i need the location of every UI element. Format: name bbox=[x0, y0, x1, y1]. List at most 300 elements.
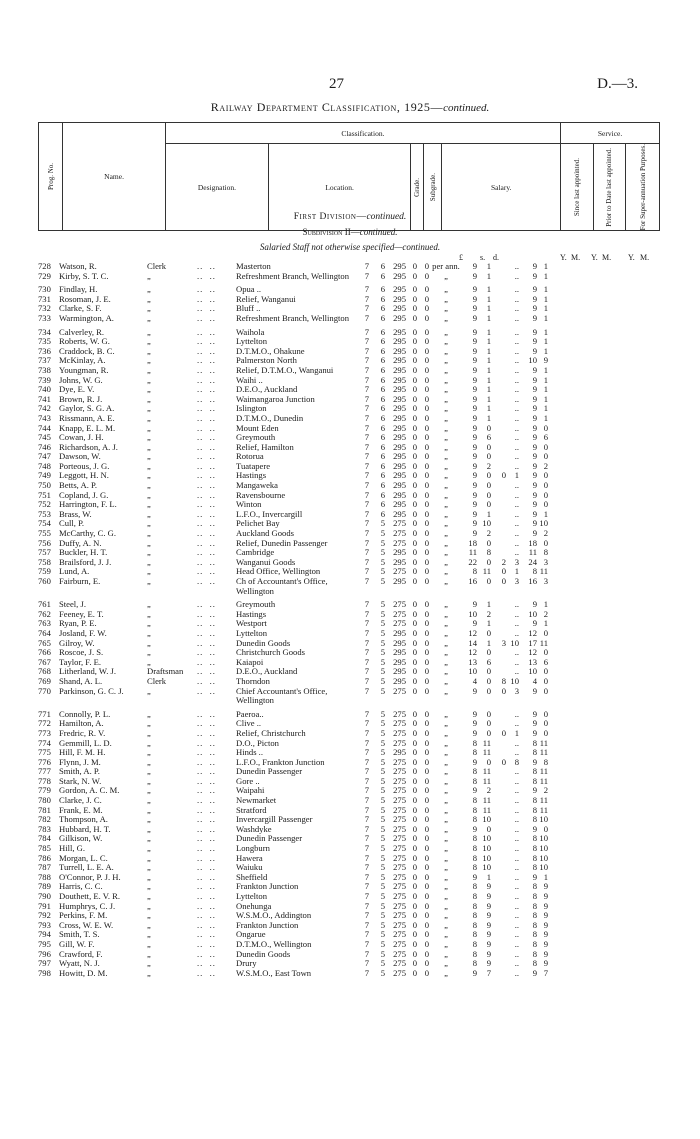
cell-no: 738 bbox=[38, 365, 51, 375]
cell-sg: 5 bbox=[380, 567, 385, 577]
cell-name: Steel, J. bbox=[59, 600, 86, 610]
cell-s: 0 bbox=[412, 609, 417, 619]
cell-sg: 6 bbox=[380, 442, 385, 452]
cell-desig: „ bbox=[147, 968, 151, 978]
cell-per: „ bbox=[444, 776, 448, 786]
cell-gr: 7 bbox=[364, 686, 369, 696]
cell-sal: 295 bbox=[393, 471, 406, 481]
cell-m2: .. bbox=[514, 824, 519, 834]
cell-sal: 275 bbox=[393, 567, 406, 577]
cell-sal: 295 bbox=[393, 262, 406, 271]
cell-loc: Greymouth bbox=[236, 433, 276, 443]
cell-y3: 8 bbox=[532, 882, 537, 892]
cell-y1: 8 bbox=[472, 949, 477, 959]
cell-desig: „ bbox=[147, 490, 151, 500]
cell-sal: 275 bbox=[393, 686, 406, 696]
cell-loc: W.S.M.O., East Town bbox=[236, 968, 312, 978]
cell-m3: 0 bbox=[543, 648, 548, 658]
cell-m1: 8 bbox=[486, 548, 491, 558]
cell-sg: 5 bbox=[380, 920, 385, 930]
cell-y1: 18 bbox=[468, 538, 477, 548]
cell-desig: „ bbox=[147, 930, 151, 940]
cell-m3: 1 bbox=[543, 337, 548, 347]
cell-sg: 5 bbox=[380, 776, 385, 786]
cell-y2 bbox=[491, 610, 506, 620]
cell-y3: 10 bbox=[528, 667, 537, 677]
cell-y2 bbox=[491, 529, 506, 539]
cell-m2: .. bbox=[514, 949, 519, 959]
cell-y3: 9 bbox=[532, 271, 537, 281]
leader-dots: .. .. bbox=[197, 844, 216, 854]
cell-loc: D.O., Picton bbox=[236, 738, 279, 748]
cell-m2: 3 bbox=[514, 686, 519, 696]
cell-m1: 10 bbox=[482, 844, 491, 854]
cell-s: 0 bbox=[412, 628, 417, 638]
cell-sal: 275 bbox=[393, 786, 406, 796]
cell-per: „ bbox=[444, 738, 448, 748]
cell-name: Gaylor, S. G. A. bbox=[59, 404, 115, 414]
cell-m1: 0 bbox=[486, 500, 491, 510]
unit-months-1: M. bbox=[571, 253, 581, 262]
cell-m1: 1 bbox=[486, 638, 491, 648]
cell-m3: 1 bbox=[543, 285, 548, 295]
cell-y1: 9 bbox=[472, 686, 477, 696]
cell-y2 bbox=[491, 930, 506, 940]
page-header bbox=[0, 76, 700, 96]
cell-no: 784 bbox=[38, 834, 51, 844]
cell-d: 0 bbox=[424, 815, 429, 825]
table-row bbox=[38, 347, 660, 357]
cell-y1: 8 bbox=[472, 796, 477, 806]
cell-m2: .. bbox=[514, 719, 519, 729]
leader-dots: .. .. bbox=[197, 442, 216, 452]
cell-d: 0 bbox=[424, 519, 429, 529]
cell-y3: 9 bbox=[532, 728, 537, 738]
cell-no: 735 bbox=[38, 337, 51, 347]
cell-m2: .. bbox=[514, 767, 519, 777]
cell-desig: „ bbox=[147, 548, 151, 558]
cell-gr: 7 bbox=[364, 901, 369, 911]
cell-s: 0 bbox=[412, 365, 417, 375]
cell-name: Gemmill, L. D. bbox=[59, 738, 112, 748]
leader-dots: .. .. bbox=[197, 757, 216, 767]
cell-y3: 10 bbox=[528, 609, 537, 619]
cell-d: 0 bbox=[424, 490, 429, 500]
cell-y1: 12 bbox=[468, 628, 477, 638]
cell-sal: 275 bbox=[393, 920, 406, 930]
cell-m1: 1 bbox=[486, 356, 491, 366]
cell-no: 781 bbox=[38, 805, 51, 815]
cell-loc: L.F.O., Frankton Junction bbox=[236, 757, 325, 767]
cell-sal: 275 bbox=[393, 805, 406, 815]
cell-y3: 9 bbox=[532, 471, 537, 481]
cell-no: 770 bbox=[38, 686, 51, 696]
cell-y1: 8 bbox=[472, 767, 477, 777]
cell-sal: 275 bbox=[393, 939, 406, 949]
cell-sg: 6 bbox=[380, 285, 385, 295]
cell-per: „ bbox=[444, 423, 448, 433]
cell-no: 756 bbox=[38, 538, 51, 548]
cell-per: „ bbox=[444, 949, 448, 959]
table-row bbox=[38, 295, 660, 305]
cell-y2 bbox=[491, 863, 506, 873]
cell-m1: 10 bbox=[482, 519, 491, 529]
cell-y2 bbox=[491, 452, 506, 462]
cell-desig: „ bbox=[147, 748, 151, 758]
cell-loc: Relief, D.T.M.O., Wanganui bbox=[236, 365, 334, 375]
cell-s: 0 bbox=[412, 805, 417, 815]
table-row bbox=[38, 748, 660, 758]
leader-dots: .. .. bbox=[197, 538, 216, 548]
cell-desig: „ bbox=[147, 394, 151, 404]
cell-y2: 3 bbox=[501, 638, 506, 648]
cell-name: Dawson, W. bbox=[59, 452, 101, 462]
cell-desig: „ bbox=[147, 709, 151, 719]
cell-m1: 1 bbox=[486, 394, 491, 404]
leader-dots: .. .. bbox=[197, 872, 216, 882]
cell-y1: 8 bbox=[472, 776, 477, 786]
cell-m1: 0 bbox=[486, 442, 491, 452]
cell-per: „ bbox=[444, 557, 448, 567]
cell-gr: 7 bbox=[364, 609, 369, 619]
cell-y3: 18 bbox=[528, 538, 537, 548]
cell-per: „ bbox=[444, 719, 448, 729]
cell-s: 0 bbox=[412, 757, 417, 767]
cell-y1: 9 bbox=[472, 313, 477, 323]
cell-sg: 6 bbox=[380, 346, 385, 356]
cell-y2 bbox=[491, 356, 506, 366]
cell-m3: 2 bbox=[543, 609, 548, 619]
cell-loc: Newmarket bbox=[236, 796, 277, 806]
cell-per: „ bbox=[444, 939, 448, 949]
cell-sal: 275 bbox=[393, 529, 406, 539]
cell-sg: 5 bbox=[380, 901, 385, 911]
cell-gr: 7 bbox=[364, 500, 369, 510]
cell-sg: 5 bbox=[380, 930, 385, 940]
cell-y1: 8 bbox=[472, 844, 477, 854]
cell-sal: 275 bbox=[393, 911, 406, 921]
cell-d: 0 bbox=[424, 853, 429, 863]
cell-name: Warmington, A. bbox=[59, 313, 114, 323]
cell-m2: .. bbox=[514, 346, 519, 356]
cell-no: 745 bbox=[38, 433, 51, 443]
cell-per: „ bbox=[444, 628, 448, 638]
cell-loc: Mangaweka bbox=[236, 481, 278, 491]
cell-m2: .. bbox=[514, 834, 519, 844]
cell-desig: Draftsman bbox=[147, 667, 184, 677]
cell-m2: .. bbox=[514, 892, 519, 901]
table-row bbox=[38, 462, 660, 472]
cell-y1: 8 bbox=[472, 920, 477, 930]
cell-sg: 5 bbox=[380, 638, 385, 648]
cell-sal: 295 bbox=[393, 648, 406, 658]
leader-dots: .. .. bbox=[197, 901, 216, 911]
cell-y1: 13 bbox=[468, 657, 477, 667]
cell-m3: 9 bbox=[543, 892, 548, 901]
cell-no: 779 bbox=[38, 786, 51, 796]
service-header: Service. bbox=[561, 123, 660, 144]
cell-per: „ bbox=[444, 648, 448, 658]
cell-no: 780 bbox=[38, 796, 51, 806]
cell-per: „ bbox=[444, 327, 448, 337]
cell-desig: „ bbox=[147, 805, 151, 815]
cell-y1: 9 bbox=[472, 285, 477, 295]
cell-loc: Ch of Accountant's Office, Wellington bbox=[236, 577, 328, 596]
cell-y3: 9 bbox=[532, 337, 537, 347]
cell-per: „ bbox=[444, 676, 448, 686]
cell-gr: 7 bbox=[364, 548, 369, 558]
cell-s: 0 bbox=[412, 529, 417, 539]
cell-d: 0 bbox=[424, 600, 429, 610]
cell-d: 0 bbox=[424, 461, 429, 471]
cell-no: 778 bbox=[38, 776, 51, 786]
cell-sg: 6 bbox=[380, 356, 385, 366]
cell-sal: 295 bbox=[393, 667, 406, 677]
cell-loc: Palmerston North bbox=[236, 356, 297, 366]
table-row bbox=[38, 539, 660, 549]
cell-m1: 10 bbox=[482, 853, 491, 863]
designation-header: Designation. bbox=[165, 144, 268, 231]
cell-y2 bbox=[491, 786, 506, 796]
table-row bbox=[38, 719, 660, 729]
cell-m1: 1 bbox=[486, 509, 491, 519]
cell-m3: 1 bbox=[543, 304, 548, 314]
cell-gr: 7 bbox=[364, 577, 369, 586]
cell-m2: .. bbox=[514, 805, 519, 815]
cell-sg: 5 bbox=[380, 911, 385, 921]
leader-dots: .. .. bbox=[197, 882, 216, 892]
cell-m1: 11 bbox=[482, 748, 491, 758]
cell-y3: 10 bbox=[528, 356, 537, 366]
table-row bbox=[38, 687, 660, 706]
cell-m2: .. bbox=[514, 365, 519, 375]
table-row bbox=[38, 285, 660, 295]
table-row bbox=[38, 863, 660, 873]
cell-sg: 6 bbox=[380, 423, 385, 433]
table-row bbox=[38, 739, 660, 749]
cell-loc: Waimangaroa Junction bbox=[236, 394, 315, 404]
cell-y2: 2 bbox=[501, 557, 506, 567]
cell-d: 0 bbox=[424, 304, 429, 314]
cell-m2: .. bbox=[514, 375, 519, 385]
cell-m3: 10 bbox=[539, 834, 548, 844]
cell-name: McCarthy, C. G. bbox=[59, 529, 116, 539]
cell-y2 bbox=[491, 882, 506, 892]
cell-sg: 5 bbox=[380, 853, 385, 863]
cell-desig: „ bbox=[147, 824, 151, 834]
cell-y2 bbox=[491, 739, 506, 749]
cell-d: 0 bbox=[424, 365, 429, 375]
cell-y1: 9 bbox=[472, 500, 477, 510]
cell-s: 0 bbox=[412, 471, 417, 481]
cell-desig: „ bbox=[147, 786, 151, 796]
cell-y1: 10 bbox=[468, 667, 477, 677]
cell-d: 0 bbox=[424, 930, 429, 940]
cell-no: 759 bbox=[38, 567, 51, 577]
table-row bbox=[38, 337, 660, 347]
cell-y1: 9 bbox=[472, 385, 477, 395]
cell-y2 bbox=[491, 272, 506, 282]
cell-d: 0 bbox=[424, 271, 429, 281]
cell-y1: 9 bbox=[472, 304, 477, 314]
cell-name: Hubbard, H. T. bbox=[59, 824, 111, 834]
cell-m3: 1 bbox=[543, 385, 548, 395]
cell-name: Fredric, R. V. bbox=[59, 728, 106, 738]
cell-gr: 7 bbox=[364, 959, 369, 969]
cell-name: Duffy, A. N. bbox=[59, 538, 102, 548]
cell-m3: 2 bbox=[543, 529, 548, 539]
cell-desig: „ bbox=[147, 892, 151, 901]
cell-gr: 7 bbox=[364, 471, 369, 481]
cell-sal: 295 bbox=[393, 657, 406, 667]
leader-dots: .. .. bbox=[197, 609, 216, 619]
cell-sg: 6 bbox=[380, 394, 385, 404]
cell-s: 0 bbox=[412, 959, 417, 969]
table-row bbox=[38, 600, 660, 610]
cell-m2: .. bbox=[514, 337, 519, 347]
table-row bbox=[38, 677, 660, 687]
table-row bbox=[38, 262, 660, 272]
cell-y3: 24 bbox=[528, 557, 537, 567]
cell-m3: 9 bbox=[543, 939, 548, 949]
cell-m1: 0 bbox=[486, 423, 491, 433]
cell-name: Frank, E. M. bbox=[59, 805, 103, 815]
cell-s: 0 bbox=[412, 709, 417, 719]
cell-y3: 9 bbox=[532, 872, 537, 882]
cell-m3: 10 bbox=[539, 844, 548, 854]
leader-dots: .. .. bbox=[197, 529, 216, 539]
cell-d: 0 bbox=[424, 423, 429, 433]
cell-no: 798 bbox=[38, 968, 51, 978]
cell-d: 0 bbox=[424, 628, 429, 638]
cell-loc: D.E.O., Auckland bbox=[236, 667, 298, 677]
cell-y1: 8 bbox=[472, 738, 477, 748]
cell-name: Hamilton, A. bbox=[59, 719, 104, 729]
cell-s: 0 bbox=[412, 262, 417, 271]
cell-y3: 9 bbox=[532, 294, 537, 304]
leader-dots: .. .. bbox=[197, 262, 216, 271]
cell-desig: „ bbox=[147, 385, 151, 395]
leader-dots: .. .. bbox=[197, 548, 216, 558]
cell-gr: 7 bbox=[364, 628, 369, 638]
cell-gr: 7 bbox=[364, 356, 369, 366]
cell-name: Flynn, J. M. bbox=[59, 757, 101, 767]
cell-gr: 7 bbox=[364, 911, 369, 921]
cell-loc: Auckland Goods bbox=[236, 529, 294, 539]
cell-no: 792 bbox=[38, 911, 51, 921]
cell-desig: „ bbox=[147, 776, 151, 786]
cell-gr: 7 bbox=[364, 262, 369, 271]
cell-name: Brown, R. J. bbox=[59, 394, 103, 404]
salary-header: Salary. bbox=[442, 144, 561, 231]
cell-y2 bbox=[491, 619, 506, 629]
cell-loc: D.T.M.O., Dunedin bbox=[236, 413, 304, 423]
cell-m3: 2 bbox=[543, 461, 548, 471]
cell-y2 bbox=[491, 658, 506, 668]
cell-no: 783 bbox=[38, 824, 51, 834]
table-row bbox=[38, 815, 660, 825]
cell-desig: „ bbox=[147, 939, 151, 949]
cell-per: „ bbox=[444, 452, 448, 462]
leader-dots: .. .. bbox=[197, 709, 216, 719]
cell-y1: 8 bbox=[472, 863, 477, 873]
cell-m3: 0 bbox=[543, 442, 548, 452]
cell-m2: .. bbox=[514, 815, 519, 825]
cell-m1: 1 bbox=[486, 271, 491, 281]
cell-y2 bbox=[491, 337, 506, 347]
leader-dots: .. .. bbox=[197, 337, 216, 347]
cell-y2 bbox=[491, 969, 506, 979]
cell-gr: 7 bbox=[364, 452, 369, 462]
staff-heading: Salaried Staff not otherwise specified—continued. bbox=[259, 242, 441, 252]
table-row bbox=[38, 796, 660, 806]
cell-s: 0 bbox=[412, 304, 417, 314]
cell-m1: 1 bbox=[486, 304, 491, 314]
cell-name: Harris, C. C. bbox=[59, 882, 103, 892]
cell-name: Copland, J. G. bbox=[59, 490, 109, 500]
cell-m2: 1 bbox=[514, 728, 519, 738]
cell-s: 0 bbox=[412, 356, 417, 366]
leader-dots: .. .. bbox=[197, 667, 216, 677]
cell-name: Cowan, J. H. bbox=[59, 433, 104, 443]
cell-y1: 8 bbox=[472, 901, 477, 911]
table-row bbox=[38, 658, 660, 668]
superannuation-header: For Super-annuation Purposes. bbox=[626, 144, 660, 231]
cell-sg: 5 bbox=[380, 892, 385, 901]
cell-loc: Hawera bbox=[236, 853, 263, 863]
cell-m3: 2 bbox=[543, 786, 548, 796]
cell-sg: 6 bbox=[380, 385, 385, 395]
cell-desig: „ bbox=[147, 404, 151, 414]
cell-sal: 295 bbox=[393, 452, 406, 462]
cell-m2: .. bbox=[514, 901, 519, 911]
cell-s: 0 bbox=[412, 375, 417, 385]
cell-y1: 9 bbox=[472, 452, 477, 462]
cell-name: Buckler, H. T. bbox=[59, 548, 108, 558]
cell-m1: 9 bbox=[486, 930, 491, 940]
cell-m2: .. bbox=[514, 442, 519, 452]
cell-desig: Clerk bbox=[147, 676, 167, 686]
cell-m3: 9 bbox=[543, 911, 548, 921]
cell-desig: „ bbox=[147, 519, 151, 529]
cell-per: „ bbox=[444, 786, 448, 796]
cell-gr: 7 bbox=[364, 490, 369, 500]
leader-dots: .. .. bbox=[197, 500, 216, 510]
cell-gr: 7 bbox=[364, 882, 369, 892]
unit-pence: d. bbox=[493, 253, 499, 262]
cell-s: 0 bbox=[412, 686, 417, 696]
cell-m1: 7 bbox=[486, 968, 491, 978]
cell-y1: 8 bbox=[472, 892, 477, 901]
cell-sal: 275 bbox=[393, 968, 406, 978]
unit-years-2: Y. bbox=[591, 253, 598, 262]
cell-per: „ bbox=[444, 920, 448, 930]
table-row bbox=[38, 395, 660, 405]
cell-m2: .. bbox=[514, 413, 519, 423]
cell-gr: 7 bbox=[364, 365, 369, 375]
cell-per: „ bbox=[444, 271, 448, 281]
cell-no: 729 bbox=[38, 271, 51, 281]
cell-no: 757 bbox=[38, 548, 51, 558]
cell-sg: 6 bbox=[380, 262, 385, 271]
cell-m1: 0 bbox=[486, 676, 491, 686]
table-row bbox=[38, 452, 660, 462]
cell-desig: „ bbox=[147, 657, 151, 667]
cell-desig: „ bbox=[147, 911, 151, 921]
cell-m1: 1 bbox=[486, 313, 491, 323]
cell-y2 bbox=[491, 667, 506, 677]
cell-no: 774 bbox=[38, 738, 51, 748]
